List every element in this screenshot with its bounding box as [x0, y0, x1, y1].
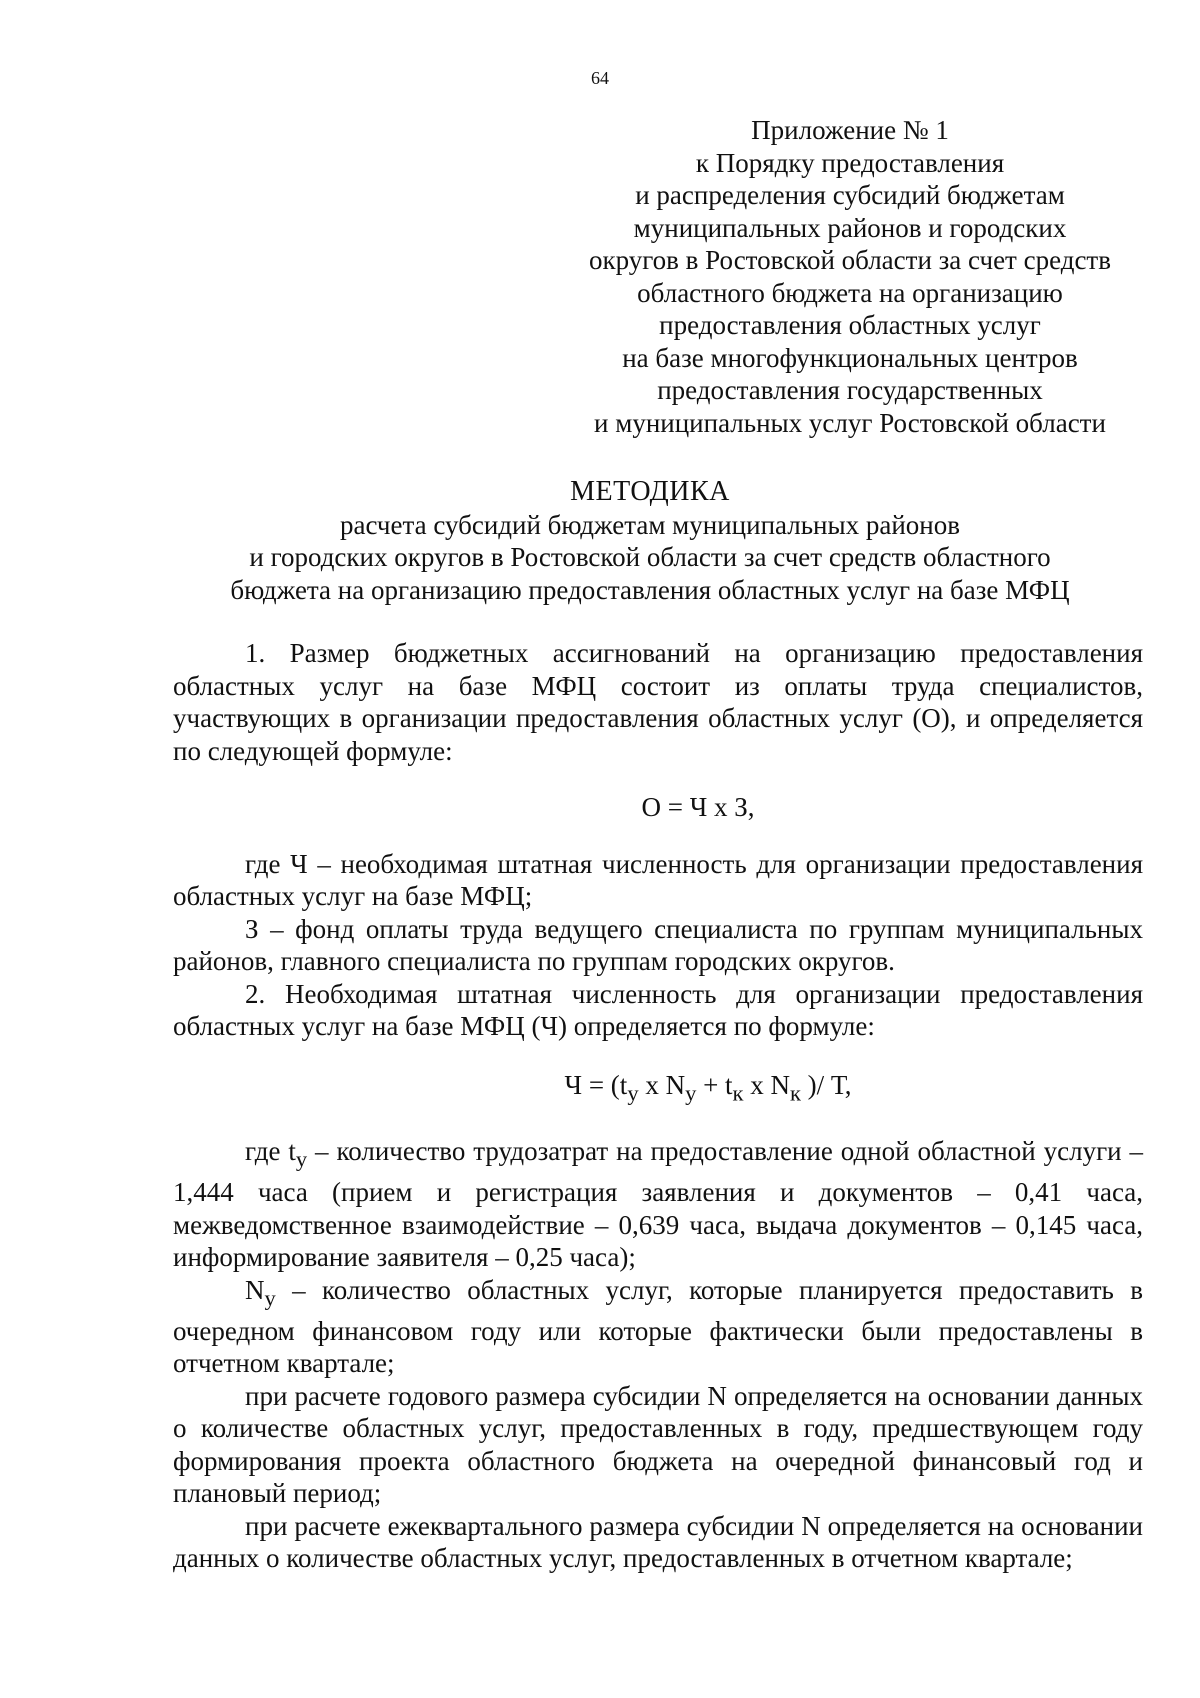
- paragraph-5-subscript: у: [295, 1146, 308, 1172]
- formula-ch: [173, 1069, 1143, 1110]
- document-heading: [160, 476, 1140, 606]
- formula-subscript: у: [685, 1079, 697, 1105]
- paragraph-4: 2. Необходимая штатная численность для организации предоставления областных услуг на базе МФЦ (Ч) определяется по формуле:: [173, 978, 1143, 1041]
- appendix-line: муниципальных районов и городских: [633, 212, 1067, 243]
- appendix-line: Приложение № 1: [751, 115, 949, 145]
- formula-o: О = Ч х З,: [641, 792, 755, 822]
- formula-part: Ч = (t: [564, 1069, 628, 1100]
- document-subtitle-line: расчета субсидий бюджетам муниципальных районов: [340, 509, 960, 540]
- document-title: МЕТОДИКА: [570, 476, 730, 507]
- formula-subscript: у: [627, 1079, 639, 1105]
- paragraph-3: З – фонд оплаты труда ведущего специалиста по группам муниципальных районов, главного специалиста по группам городских округов.: [173, 913, 1143, 976]
- appendix-line: к Порядку предоставления: [695, 147, 1005, 178]
- paragraph-6: [173, 1274, 1143, 1380]
- paragraph-1: 1. Размер бюджетных ассигнований на организацию предоставления областных услуг на базе МФЦ состоит из оплаты труда специалистов, участвующих в организации предоставления областных услуг (О), и определяется по следующей формуле:: [173, 638, 1143, 766]
- appendix-line: областного бюджета на организацию: [637, 277, 1063, 308]
- paragraph-5: [173, 1135, 1143, 1273]
- appendix-line: предоставления областных услуг: [659, 310, 1041, 340]
- paragraph-5-prefix: где t: [245, 1136, 296, 1167]
- page-number: 64: [591, 68, 609, 88]
- paragraph-6-subscript: у: [264, 1285, 276, 1311]
- appendix-line: предоставления государственных: [657, 375, 1043, 405]
- document-subtitle-line: бюджета на организацию предоставления областных услуг на базе МФЦ: [230, 574, 1070, 605]
- formula-subscript: к: [732, 1079, 744, 1105]
- paragraph-7: при расчете годового размера субсидии N определяется на основании данных о количестве областных услуг, предоставленных в году, предшествующем году формирования проекта областного бюджета на очередной финансовый год и плановый период;: [173, 1380, 1143, 1509]
- appendix-line: и распределения субсидий бюджетам: [635, 180, 1065, 210]
- document-subtitle-line: и городских округов в Ростовской области за счет средств областного: [249, 542, 1051, 572]
- paragraph-6-prefix: N: [245, 1274, 265, 1305]
- document-body: [173, 637, 1143, 1575]
- paragraph-5-text: – количество трудозатрат на предоставление одной областной услуги – 1,444 часа (прием и регистрация заявления и документов – 0,41 часа, межведомственное взаимодействие – 0,639 часа, выдача документов – 0,145 часа, информирование заявителя – 0,25 часа);: [173, 1136, 1143, 1273]
- appendix-header: [570, 114, 1130, 439]
- paragraph-2: где Ч – необходимая штатная численность для организации предоставления областных услуг на базе МФЦ;: [173, 848, 1143, 911]
- formula-part: х N: [743, 1069, 790, 1100]
- formula-part: + t: [696, 1069, 733, 1100]
- paragraph-6-text: – количество областных услуг, которые планируется предоставить в очередном финансовом году или которые фактически были предоставлены в отчетном квартале;: [173, 1274, 1143, 1379]
- appendix-line: округов в Ростовской области за счет средств: [589, 245, 1111, 275]
- formula-subscript: к: [789, 1079, 801, 1105]
- formula-part: х N: [638, 1069, 686, 1100]
- paragraph-8: при расчете ежеквартального размера субсидии N определяется на основании данных о количестве областных услуг, предоставленных в отчетном квартале;: [173, 1510, 1143, 1574]
- appendix-line: и муниципальных услуг Ростовской области: [594, 407, 1106, 438]
- formula-part: )/ Т,: [800, 1069, 852, 1100]
- appendix-line: на базе многофункциональных центров: [622, 342, 1078, 373]
